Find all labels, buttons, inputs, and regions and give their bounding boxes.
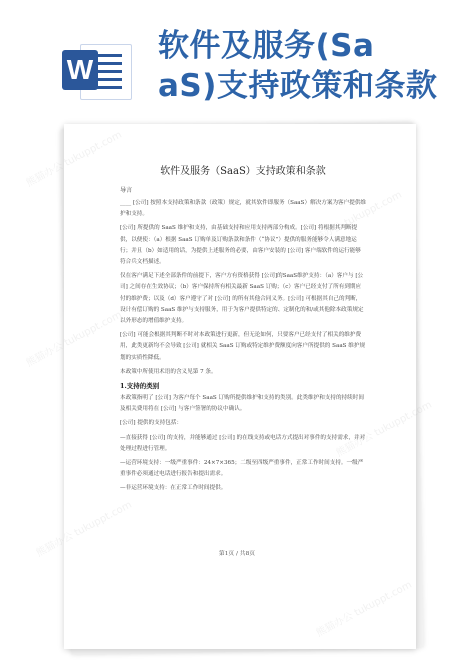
document-page [64,124,416,649]
page-number-footer: 第1页 / 共8页 [218,551,256,557]
paragraph: —非运营环境支持：在正常工作时间提供。 [120,485,227,492]
title-line-1: 软件及服务(Sa [158,28,375,64]
paragraph: —直接获得 [公司] 的支持，并能够通过 [公司] 的在线支持或电话方式提出对事件的支持需求，并对处理过程进行管理。 [120,434,366,452]
document-content [120,162,366,498]
watermark: 熊猫办公 [24,160,66,190]
paragraph: ____ [公司] 按照本支持政策和条款（政策）规定，就其软件即服务（SaaS）解决方案为客户提供维护和支持。 [120,200,367,218]
watermark: 熊猫办公 [24,340,66,370]
watermark: 熊猫办公 [34,530,76,560]
paragraph: 本政策指明了 [公司] 为客户每个 SaaS 订购所提供维护和支持的类别。此类维护和支持的持续时间及相关费用将在 [公司] 与客户签署的协议中确认。 [120,395,364,413]
paragraph: —运营环境支持：一级严重事件：24×7×365；二级至四级严重事件，正常工作时间支持。一级严重事件必须通过电话进行报告和提出需求。 [120,460,364,478]
title-line-2: aS)支持政策和条款 [158,68,438,104]
paragraph: 本政策中所使用术语的含义见第 7 条。 [120,368,217,375]
intro-heading: 导言 [120,187,133,194]
paragraph: [公司] 提供的支持包括： [120,420,183,427]
page-title: 软件及服务（SaaS）支持政策和条款 [160,166,326,177]
header-banner [0,0,474,118]
word-logo-badge: W [62,50,98,90]
word-document-icon [62,40,134,100]
document-title-banner [158,26,458,106]
paragraph: [公司] 所提供的 SaaS 维护和支持，由基础支持和应用支持两部分构成。[公司] 将根据其判断提供，以便使：（a）根据 SaaS 订购单及订购条款和条件（“协议”）提供的服务能够令人满意地运行；并且（b）如适用的话，为提供上述服务的必要，由客户安装的 [公司] 客户端软件的运行能够符合兵文档描述。 [120,225,361,266]
section-heading: 1.支持的类别 [120,382,160,391]
paragraph: [公司] 可能会根据其判断不时对本政策进行更新，但无论如何，只要客户已经支付了相关的维护费用，此类更新均不会导致 [公司] 就相关 SaaS 订购或特定维护费额度向客户所提供的 SaaS 维护规划的实质性降低。 [120,332,366,361]
paragraph: 仅在客户满足下述全部条件的前提下，客户方有资格获得 [公司]的SaaS维护支持：（a）客户与 [公司] 之间存在生效协议；（b）客户保持所有相关最新 SaaS 订购；（c）客户已经支付了所有到期应付的维护费；以及（d）客户遵守了对 [公司] 的所有其他合同义务。[公司] 可根据其自己的判断，设计有偿订购的 SaaS 维护与支持服务，用于为客户提供特定的、定制化的和/或其他除本政策规定以外形态的增值维护支持。 [120,273,364,325]
